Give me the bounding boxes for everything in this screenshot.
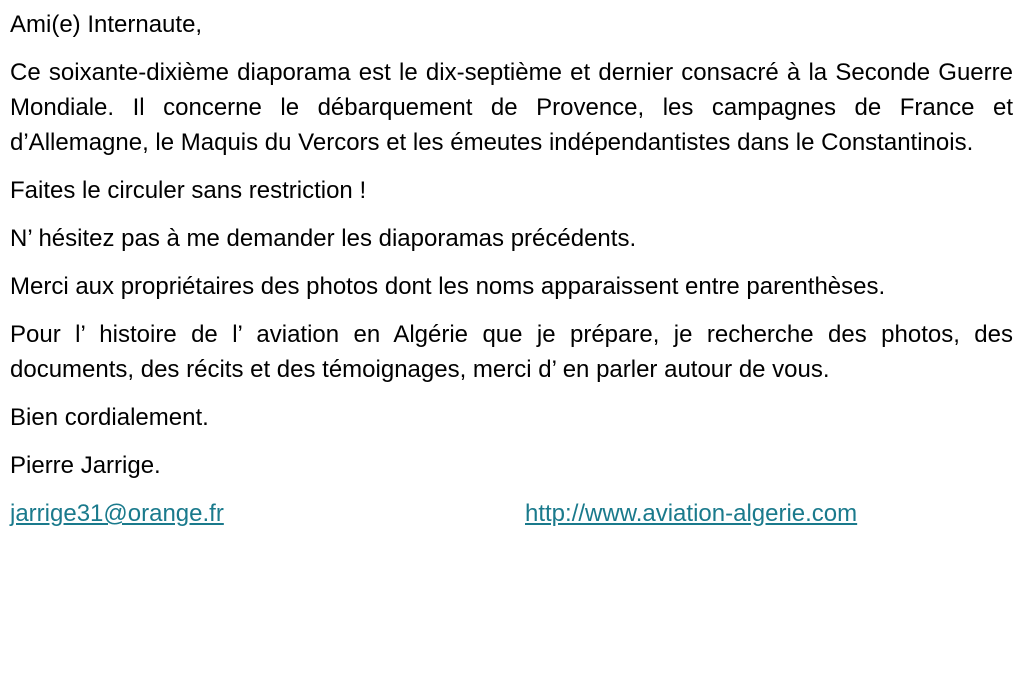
intro-paragraph: Ce soixante-dixième diaporama est le dix-septième et dernier consacré à la Seconde Guerre Mondiale. Il concerne le débarquement de Provence, les campagnes de France et d’Allemagne, le Maquis du Vercors et les émeutes indépendantistes dans le Constantinois. xyxy=(10,59,1013,156)
request-paragraph: N’ hésitez pas à me demander les diaporamas précédents. xyxy=(10,225,637,252)
email-link[interactable]: jarrige31@orange.fr xyxy=(10,500,224,527)
closing-paragraph: Bien cordialement. xyxy=(10,404,209,431)
website-link[interactable]: http://www.aviation-algerie.com xyxy=(525,500,858,527)
research-paragraph: Pour l’ histoire de l’ aviation en Algérie que je prépare, je recherche des photos, des documents, des récits et des témoignages, merci d’ en parler autour de vous. xyxy=(10,321,1013,383)
signature: Pierre Jarrige. xyxy=(10,452,161,479)
letter-body xyxy=(10,7,1013,531)
thanks-paragraph: Merci aux propriétaires des photos dont les noms apparaissent entre parenthèses. xyxy=(10,273,886,300)
greeting: Ami(e) Internaute, xyxy=(10,11,203,38)
share-paragraph: Faites le circuler sans restriction ! xyxy=(10,177,367,204)
contact-links xyxy=(10,496,1013,531)
